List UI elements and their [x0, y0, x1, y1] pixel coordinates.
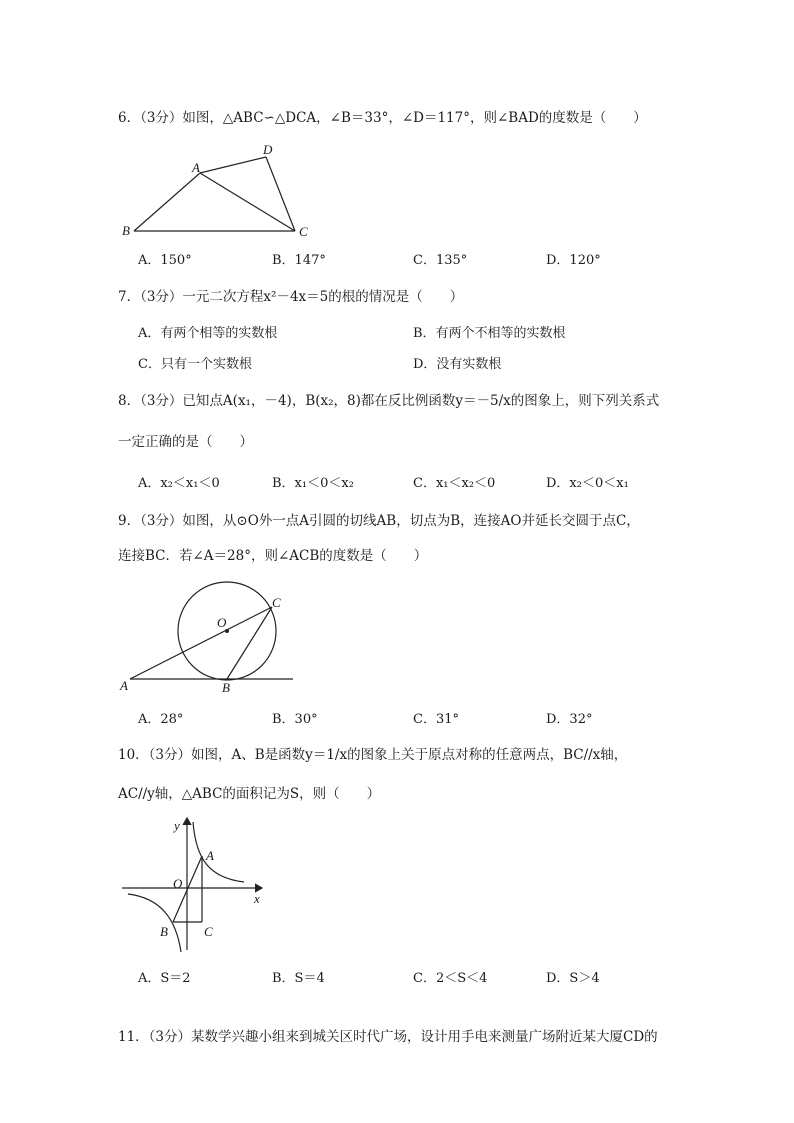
q6-label-b: B [122, 223, 130, 238]
q11-stem-line1: 11．（3分）某数学兴趣小组来到城关区时代广场，设计用手电来测量广场附近某大厦CD的 [118, 1029, 658, 1045]
q8-option-b: B．x₁＜0＜x₂ [272, 476, 354, 491]
q9-option-d: D．32° [546, 712, 593, 727]
q9-figure [115, 580, 305, 700]
q10-stem-line2: AC//y轴，△ABC的面积记为S，则（ ） [118, 786, 381, 802]
q6-label-a: A [192, 160, 200, 175]
q9-option-b: B．30° [272, 712, 318, 727]
q6-option-c: C．135° [413, 253, 468, 268]
q10-hyperbola-branch-1 [193, 822, 244, 882]
q9-option-c: C．31° [413, 712, 459, 727]
q9-segment-ac [130, 607, 272, 679]
q10-hyperbola-branch-2 [128, 894, 181, 952]
q10-label-a: A [206, 848, 214, 863]
q6-segment-dc [266, 157, 295, 231]
q7-option-a: A．有两个相等的实数根 [138, 326, 278, 341]
q9-label-b: B [222, 680, 230, 695]
q7-option-b: B．有两个不相等的实数根 [413, 326, 566, 341]
q9-label-c: C [272, 595, 281, 610]
q10-figure [118, 812, 278, 957]
q10-option-a: A．S＝2 [138, 971, 191, 986]
q7-option-c: C．只有一个实数根 [138, 357, 252, 372]
q6-label-d: D [263, 142, 273, 157]
q10-option-b: B．S＝4 [272, 971, 325, 986]
q10-option-d: D．S＞4 [546, 971, 600, 986]
q10-label-o: O [173, 876, 183, 891]
q7-stem: 7．（3分）一元二次方程x²－4x＝5的根的情况是（ ） [118, 289, 464, 305]
q10-label-y: y [174, 818, 180, 833]
q8-option-d: D．x₂＜0＜x₁ [546, 476, 629, 491]
q10-label-b: B [160, 924, 168, 939]
q9-stem-line1: 9．（3分）如图，从⊙O外一点A引圆的切线AB，切点为B，连接AO并延长交圆于点C， [118, 513, 640, 529]
q6-segment-ad [200, 157, 266, 173]
q6-option-b: B．147° [272, 253, 326, 268]
q8-stem-line2: 一定正确的是（ ） [118, 434, 253, 450]
q10-label-c: C [204, 924, 213, 939]
q10-option-c: C．2＜S＜4 [413, 971, 488, 986]
q10-stem-line1: 10．（3分）如图，A、B是函数y＝1/x的图象上关于原点对称的任意两点，BC//x轴， [118, 747, 628, 763]
q8-stem-line1: 8．（3分）已知点A(x₁，－4)，B(x₂，8)都在反比例函数y＝－5/x的图象上，则下列关系式 [118, 393, 660, 409]
q6-option-a: A．150° [138, 253, 192, 268]
q6-option-d: D．120° [546, 253, 601, 268]
q6-segment-ac [200, 173, 295, 231]
q8-option-a: A．x₂＜x₁＜0 [138, 476, 220, 491]
q9-stem-line2: 连接BC．若∠A＝28°，则∠ACB的度数是（ ） [118, 548, 428, 564]
q7-option-d: D．没有实数根 [413, 357, 502, 372]
q8-option-c: C．x₁＜x₂＜0 [413, 476, 496, 491]
q6-stem: 6．（3分）如图，△ABC∽△DCA，∠B＝33°，∠D＝117°，则∠BAD的度数是（ ） [118, 110, 647, 126]
q6-label-c: C [299, 224, 308, 239]
q9-label-o: O [217, 615, 227, 630]
q10-label-x: x [254, 891, 260, 906]
q6-segment-ba [134, 173, 200, 231]
q6-figure [112, 140, 322, 240]
q9-label-a: A [120, 678, 128, 693]
q9-option-a: A．28° [138, 712, 184, 727]
